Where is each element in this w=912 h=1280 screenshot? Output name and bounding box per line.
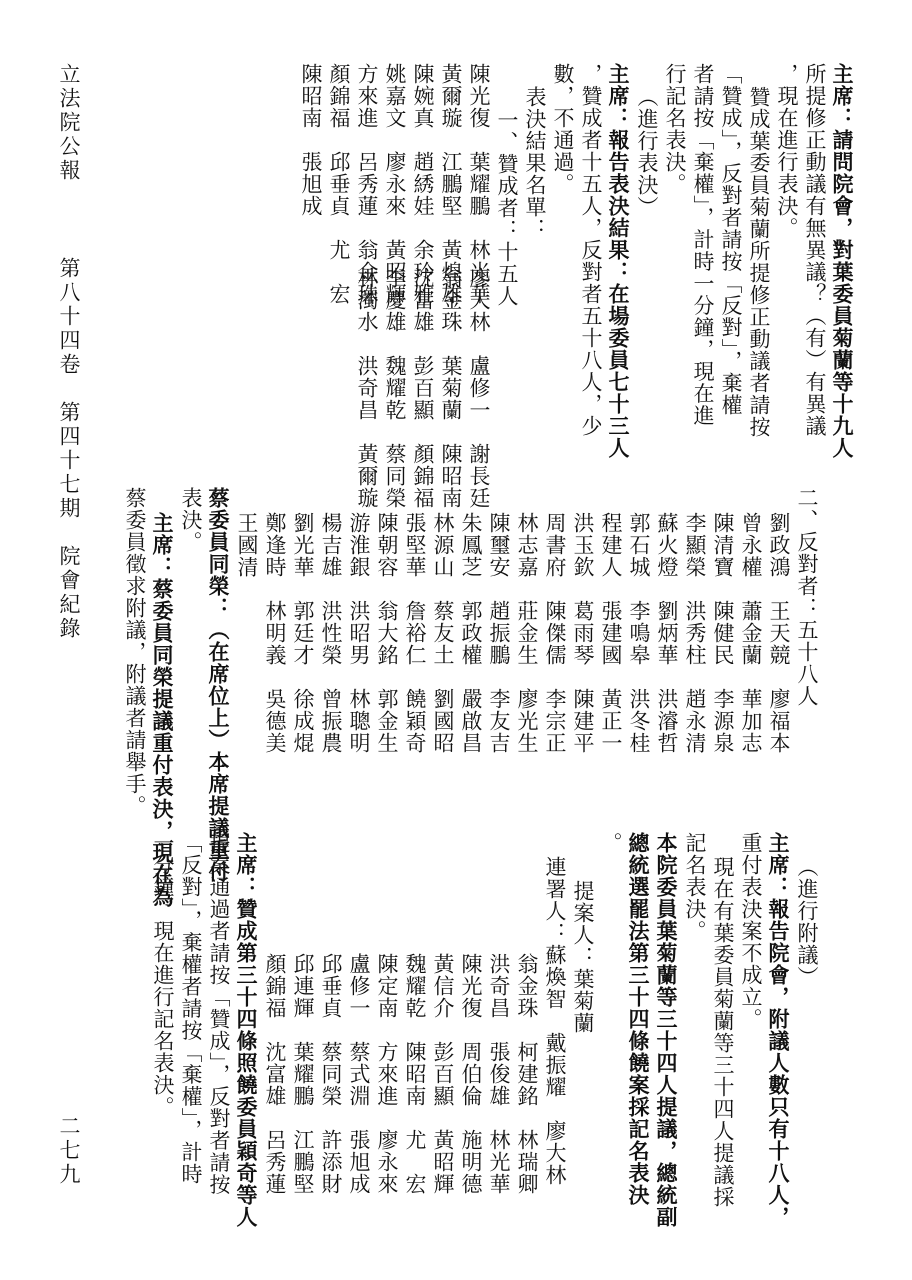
text-column: 總統選罷法第三十四條饒案採記名表決 [626, 832, 651, 1206]
text-column: 劉政鴻 王天競 廖福本 [767, 512, 791, 754]
text-column: 陳璽安 趙振鵬 李友吉 [487, 512, 511, 754]
text-column: 邱垂貞 蔡同榮 許添財 [319, 953, 343, 1195]
name-row: 陳光復 葉耀鵬 林光華 [467, 63, 491, 305]
page-number: 二七九 [57, 1115, 81, 1187]
text-column: 陳清寶 陳健民 李源泉 [711, 512, 735, 754]
text-column: 魏耀乾 陳昭南 尤 宏 [403, 953, 427, 1195]
text-column: 蘇火燈 劉炳華 洪濬哲 [655, 512, 679, 754]
text-column: 朱鳳芝 郭政權 嚴啟昌 [459, 512, 483, 754]
text-column: 提案人：葉菊蘭 [571, 880, 595, 1034]
text-column: 主席：請問院會，對葉委員菊蘭等十九人 [830, 63, 855, 459]
text-column: 主席：報告表決結果：在場委員七十三人 [606, 63, 631, 459]
text-column: 二、反對者：五十八人 [795, 487, 819, 707]
text-column: 黃信介 彭百顯 黃昭輝 [431, 953, 455, 1195]
text-column: 提案通過者請按「贊成」，反對者請按 [207, 832, 231, 1196]
text-column: 張堅華 詹裕仁 饒穎奇 [403, 512, 427, 754]
text-column: 李顯榮 洪秀柱 趙永清 [683, 512, 707, 754]
text-column: 盧修一 蔡式淵 張旭成 [347, 953, 371, 1195]
text-column: 主席：贊成第三十四條照饒委員穎奇等人 [234, 832, 259, 1228]
text-column: 陳光復 周伯倫 施明德 [459, 953, 483, 1195]
text-column: 劉光華 郭廷才 徐成焜 [291, 512, 315, 754]
text-column: 本院委員葉菊蘭等三十四人提議，總統副 [654, 832, 679, 1228]
text-column: 洪玉欽 葛雨琴 陳建平 [571, 512, 595, 754]
text-column: 林源山 蔡友土 劉國昭 [431, 512, 455, 754]
text-column: 周書府 陳傑儒 李宗正 [543, 512, 567, 754]
text-column: 表決。 [179, 487, 203, 553]
text-column: 陳朝容 翁大銘 郭金生 [375, 512, 399, 754]
text-column: 主席：報告院會，附議人數只有十八人， [766, 832, 791, 1228]
text-column: 「贊成」，反對者請按「反對」，棄權 [719, 63, 743, 416]
text-column: 蔡委員徵求附議，附議者請舉手。 [123, 487, 147, 817]
text-column: （進行表決） [635, 86, 659, 218]
text-column: 洪奇昌 張俊雄 林光華 [487, 953, 511, 1195]
text-column: 數，不通過。 [551, 63, 575, 195]
text-column: 邱連輝 葉耀鵬 江鵬堅 [291, 953, 315, 1195]
text-column: 「反對」，棄權者請按「棄權」，計時 [179, 832, 203, 1185]
text-column: 林濁水 洪奇昌 黃爾璇 [355, 267, 379, 509]
text-column: 者請按「棄權」，計時一分鐘，現在進 [691, 63, 715, 427]
name-row: 陳昭南 張旭成 [299, 63, 323, 217]
name-row: 顏錦福 邱垂貞 尤 宏 [327, 63, 351, 305]
text-column: 廖大林 盧修一 謝長廷 [467, 267, 491, 509]
name-row: 黃爾璇 江鵬堅 黃煌雄 [439, 63, 463, 305]
text-column: 贊成葉委員菊蘭所提修正動議者請按 [747, 86, 771, 438]
issue-label: 第八十四卷 第四十七期 院會紀錄 [57, 257, 81, 641]
text-column: 連署人：蘇煥智 戴振耀 廖大林 [543, 856, 567, 1186]
text-column: ，現在進行表決。 [775, 63, 799, 239]
text-column: 曾永權 蕭金蘭 華加志 [739, 512, 763, 754]
text-column: 郭石城 李鳴皋 洪冬桂 [627, 512, 651, 754]
text-column: 林志嘉 莊金生 廖光生 [515, 512, 539, 754]
text-column: （進行附議） [795, 856, 819, 988]
text-column: 。 [599, 832, 623, 854]
publication-title: 立法院公報 [57, 63, 81, 183]
text-column: 游淮銀 洪昭男 林聰明 [347, 512, 371, 754]
name-row: 陳婉真 趙綉娃 余玲雅 [411, 63, 435, 305]
name-row: 姚嘉文 廖永來 黃昭輝 [383, 63, 407, 305]
text-column: 程建人 張建國 黃正一 [599, 512, 623, 754]
text-column: 鄭逢時 林明義 吳德美 [263, 512, 287, 754]
text-column: 李慶雄 魏耀乾 蔡同榮 [383, 267, 407, 509]
text-column: 沈富雄 彭百顯 顏錦福 [411, 267, 435, 509]
text-column: 翁金珠 柯建銘 林瑞卿 [515, 953, 539, 1195]
text-column: 行記名表決。 [663, 63, 687, 195]
text-column: 現在有葉委員菊蘭等三十四人提議採 [711, 856, 735, 1208]
text-column: 楊吉雄 洪性榮 曾振農 [319, 512, 343, 754]
text-column: 重付表決案不成立。 [739, 832, 763, 1030]
text-column: 王國清 [235, 512, 259, 578]
text-column: ，贊成者十五人，反對者五十八人，少 [579, 63, 603, 437]
text-column: 翁金珠 葉菊蘭 陳昭南 [439, 267, 463, 509]
text-column: 記名表決。 [683, 832, 707, 942]
text-column: 顏錦福 沈富雄 呂秀蓮 [263, 953, 287, 1195]
text-column: 表決結果名單： [523, 86, 547, 240]
text-column: 主席：蔡委員同榮提議重付表決，現在為 [150, 512, 175, 908]
name-row: 方來進 呂秀蓮 翁金珠 [355, 63, 379, 305]
text-column: 蔡委員同榮：（在席位上）本席提議重付 [206, 487, 231, 883]
text-column: 所提修正動議有無異議？（有）有異議 [803, 63, 827, 437]
text-column: 一、贊成者：十五人 [495, 109, 519, 307]
text-column: 一分鐘，現在進行記名表決。 [151, 832, 175, 1118]
text-column: 陳定南 方來進 廖永來 [375, 953, 399, 1195]
